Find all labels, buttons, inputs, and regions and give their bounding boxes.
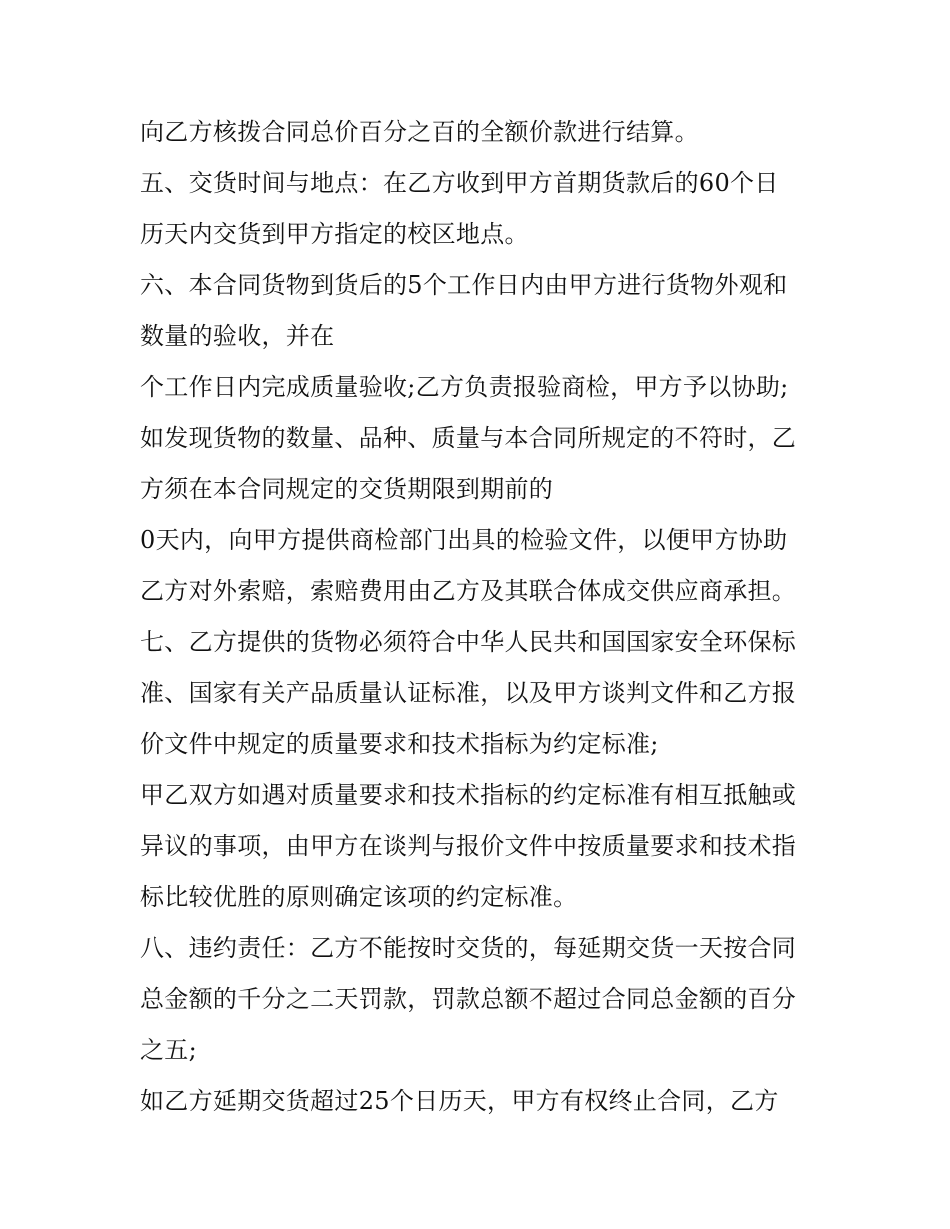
text-line: 标比较优胜的原则确定该项的约定标准。 xyxy=(140,883,578,911)
text-line: 方须在本合同规定的交货期限到期前的 xyxy=(140,475,554,503)
text-line: 总金额的千分之二天罚款，罚款总额不超过合同总金额的百分 xyxy=(140,985,797,1013)
text-line: 历天内交货到甲方指定的校区地点。 xyxy=(140,220,529,248)
text-line: 0天内，向甲方提供商检部门出具的检验文件，以便甲方协助 xyxy=(140,526,788,554)
text-line: 乙方对外索赔，索赔费用由乙方及其联合体成交供应商承担。 xyxy=(140,577,797,605)
text-line: 准、国家有关产品质量认证标准，以及甲方谈判文件和乙方报 xyxy=(140,679,797,707)
text-line: 个工作日内完成质量验收;乙方负责报验商检，甲方予以协助; xyxy=(140,373,789,401)
text-line: 如发现货物的数量、品种、质量与本合同所规定的不符时，乙 xyxy=(140,424,797,452)
text-line: 七、乙方提供的货物必须符合中华人民共和国国家安全环保标 xyxy=(140,628,797,656)
text-line: 五、交货时间与地点：在乙方收到甲方首期货款后的60个日 xyxy=(140,169,779,197)
text-line: 如乙方延期交货超过25个日历天，甲方有权终止合同，乙方 xyxy=(140,1087,779,1115)
text-line: 异议的事项，由甲方在谈判与报价文件中按质量要求和技术指 xyxy=(140,832,797,860)
text-line: 甲乙双方如遇对质量要求和技术指标的约定标准有相互抵触或 xyxy=(140,781,797,809)
text-line: 价文件中规定的质量要求和技术指标为约定标准; xyxy=(140,730,659,758)
text-line: 数量的验收，并在 xyxy=(140,322,335,350)
text-line: 六、本合同货物到货后的5个工作日内由甲方进行货物外观和 xyxy=(140,271,788,299)
text-line: 向乙方核拨合同总价百分之百的全额价款进行结算。 xyxy=(140,118,699,146)
document-body xyxy=(140,107,830,1127)
text-line: 八、违约责任：乙方不能按时交货的，每延期交货一天按合同 xyxy=(140,934,797,962)
text-line: 之五; xyxy=(140,1036,197,1064)
